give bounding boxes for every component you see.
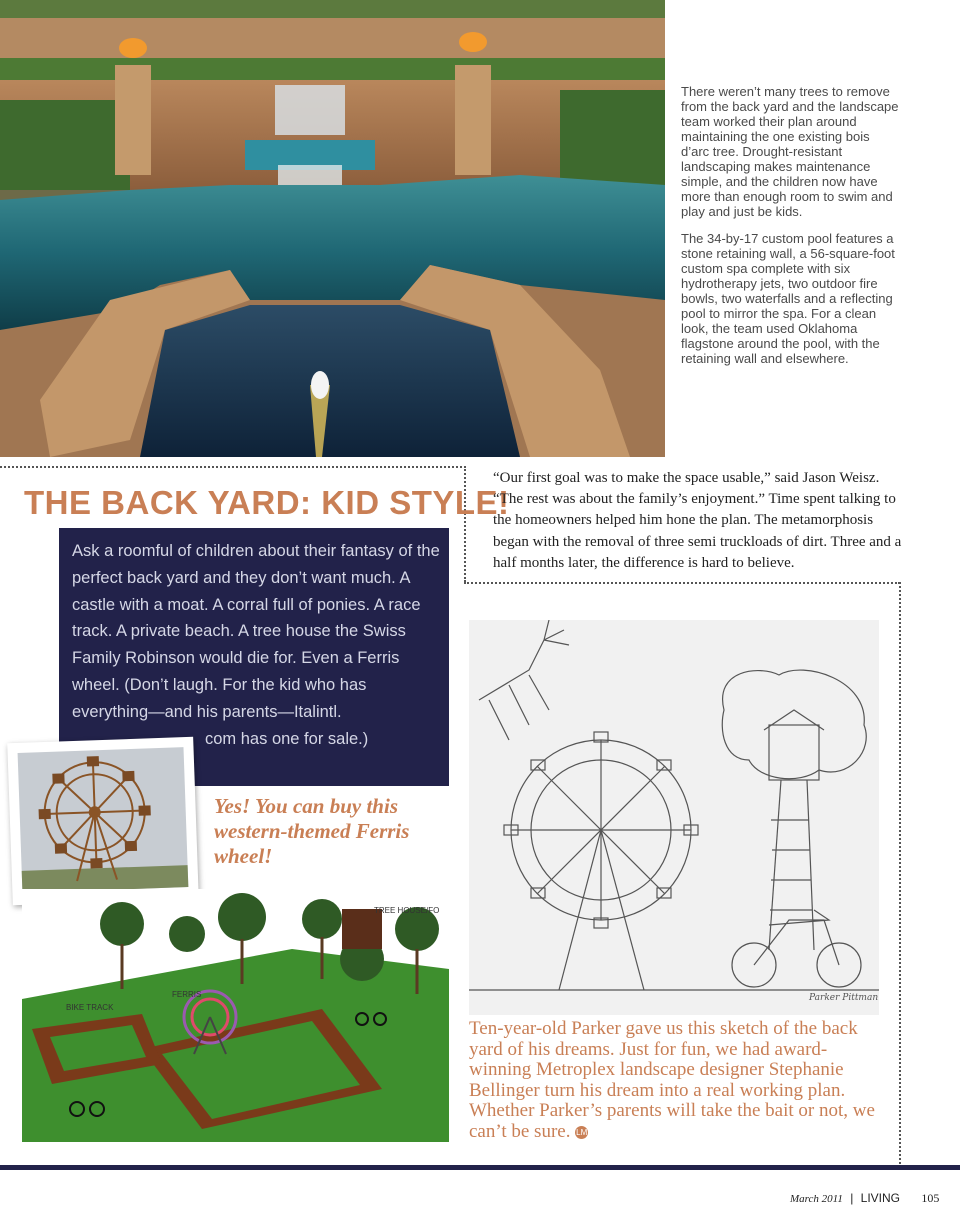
bottom-rule [0,1165,960,1170]
sketch-signature: Parker Pittman [809,993,879,1003]
sidebar-paragraph-2: The 34-by-17 custom pool features a stone retaining wall, a 56-square-foot custom spa complete with six hydrotherapy jets, two outdoor fire bowls, two waterfalls and a reflecting pool to mirror the spa. For a clean look, the team used Oklahoma flagstone around the pool, with the retaining wall and elsewhere. [681,231,895,366]
landscape-plan-rendering [22,889,449,1142]
intro-text: Ask a roomful of children about their fantasy of the perfect back yard and they don’t want much. A castle with a moat. A corral full of ponies. A race track. A private beach. A tree house the Swiss Family Robinson would die for. Even a Ferris wheel. (Don’t laugh. For the kid who has everything—and his parents—Italintl. [72,542,440,721]
intro-text-end: com has one for sale.) [205,730,369,748]
ferris-wheel-caption: Yes! You can buy this western-themed Ferris wheel! [214,794,410,868]
plan-label-bike-track: BIKE TRACK [66,1003,114,1012]
footer-separator: | [850,1191,854,1205]
end-mark-icon: LM [576,1127,588,1137]
sidebar-paragraph-1: There weren’t many trees to remove from the back yard and the landscape team worked their plan around maintaining the one existing bois d’arc tree. Drought-resistant landscaping makes maintenance simple, and the children now have more than enough room to swim and play and just be kids. [681,84,899,219]
sidebar-text [681,84,901,378]
dotted-divider-top [0,466,462,468]
page-footer [790,1191,939,1206]
dotted-divider-middle [464,582,900,584]
kid-sketch-drawing [469,620,879,1015]
pool-photo [0,0,665,457]
footer-date: March 2011 [790,1193,843,1205]
plan-label-tree-house: TREE HOUSE/FO [374,906,440,915]
footer-section: LIVING [860,1191,901,1205]
dotted-divider-vertical-right [899,582,901,1164]
footer-page-number: 105 [921,1191,940,1205]
article-headline: THE BACK YARD: KID STYLE! [24,484,510,521]
quote-paragraph: “Our first goal was to make the space usable,” said Jason Weisz. “The rest was about the family’s enjoyment.” Time spent talking to the homeowners helped him hone the plan. The metamorphosis began with the removal of three semi truckloads of dirt. Three and a half months later, the difference is hard to believe. [493,470,902,571]
plan-label-ferris: FERRIS [172,990,202,999]
sketch-caption-text: Ten-year-old Parker gave us this sketch of the back yard of his dreams. Just for fun, we had award-winning Metroplex landscape designer Stephanie Bellinger turn his dream into a real working plan. Whether Parker’s parents will take the bait or not, we can’t be sure. [469,1018,875,1142]
ferris-wheel-photo [7,737,199,905]
sketch-caption [469,1019,889,1142]
